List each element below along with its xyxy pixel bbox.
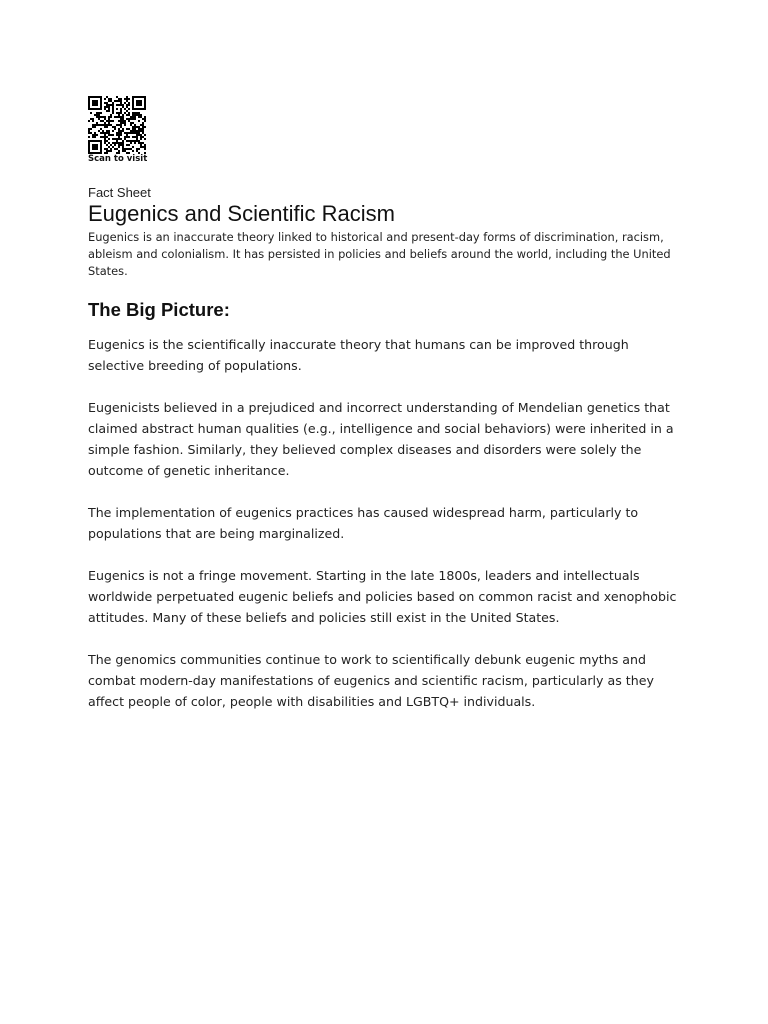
paragraph-3: The implementation of eugenics practices has caused widespread harm, particularly to populations that are being marginalized. <box>88 505 639 541</box>
section-heading: The Big Picture: <box>88 299 230 320</box>
qr-caption: Scan to visit <box>88 154 148 164</box>
qr-block[interactable] <box>88 96 150 164</box>
document-type-label: Fact Sheet <box>88 185 151 200</box>
paragraph-5: The genomics communities continue to work to scientifically debunk eugenic myths and combat modern-day manifestations of eugenics and scientific racism, particularly as they affect people of color, people with disabilities and LGBTQ+ individuals. <box>88 652 654 709</box>
page-title: Eugenics and Scientific Racism <box>88 201 395 226</box>
paragraph-2: Eugenicists believed in a prejudiced and incorrect understanding of Mendelian genetics that claimed abstract human qualities (e.g., intelligence and social behaviors) were inherited in a simple fashion. Similarly, they believed complex diseases and disorders were solely the outcome of genetic inheritance. <box>88 400 674 478</box>
qr-code-icon[interactable] <box>88 96 146 154</box>
paragraph-4: Eugenics is not a fringe movement. Starting in the late 1800s, leaders and intellectuals worldwide perpetuated eugenic beliefs and policies based on common racist and xenophobic attitudes. Many of these beliefs and policies still exist in the United States. <box>88 568 677 625</box>
summary-text: Eugenics is an inaccurate theory linked to historical and present-day forms of discrimination, racism, ableism and colonialism. It has persisted in policies and beliefs around the world, including the United States. <box>88 230 671 278</box>
document-page <box>88 96 688 712</box>
paragraph-1: Eugenics is the scientifically inaccurate theory that humans can be improved through selective breeding of populations. <box>88 337 629 373</box>
